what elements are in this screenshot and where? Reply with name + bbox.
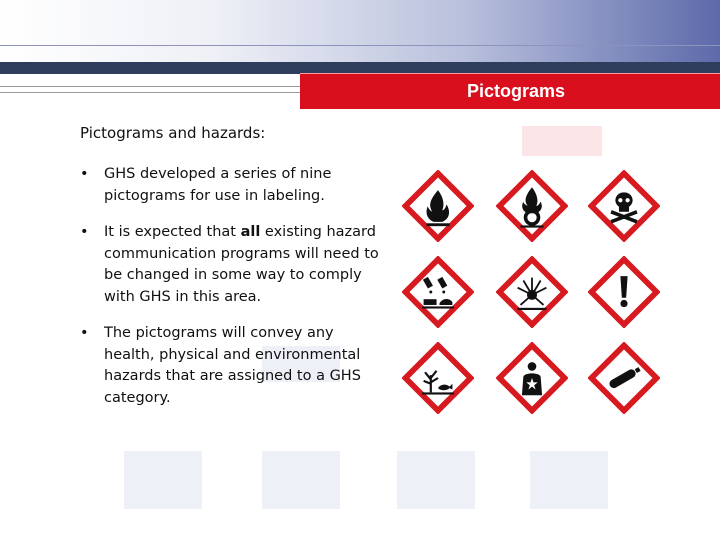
bullet-text: GHS developed a series of nine pictograms for use in labeling. — [104, 166, 332, 204]
slide-title: Pictograms — [466, 81, 565, 101]
bullet-marker: • — [80, 166, 89, 182]
flame-icon — [402, 170, 474, 242]
corrosion-icon — [402, 256, 474, 328]
bullet-marker: • — [80, 224, 89, 240]
bullet-emphasis: all — [240, 224, 261, 240]
title-bar — [300, 73, 720, 109]
exclamation-mark-icon — [588, 256, 660, 328]
health-hazard-icon — [496, 342, 568, 414]
bullet-item — [80, 164, 380, 207]
decorative-box — [397, 451, 475, 509]
environment-icon — [402, 342, 474, 414]
bullet-text: It is expected that all existing hazard communication programs will need to be changed in some way to comply with GHS in this area. — [104, 224, 379, 305]
gas-cylinder-icon — [588, 342, 660, 414]
bullet-item — [80, 323, 380, 409]
bullet-text: The pictograms will convey any health, physical and environmental hazards that are assigned to a GHS category. — [104, 325, 361, 406]
flame-over-circle-icon — [496, 170, 568, 242]
skull-crossbones-icon — [588, 170, 660, 242]
title-rule — [0, 92, 300, 93]
decorative-box — [522, 126, 602, 156]
header-line — [0, 45, 720, 46]
decorative-box — [124, 451, 202, 509]
decorative-box — [530, 451, 608, 509]
bullet-item — [80, 222, 380, 308]
exploding-bomb-icon — [496, 256, 568, 328]
decorative-box — [262, 451, 340, 509]
section-subtitle: Pictograms and hazards: — [80, 124, 266, 142]
title-rule — [0, 86, 300, 87]
header-gradient — [0, 0, 720, 62]
bullet-marker: • — [80, 325, 89, 341]
bullet-list — [80, 164, 380, 424]
